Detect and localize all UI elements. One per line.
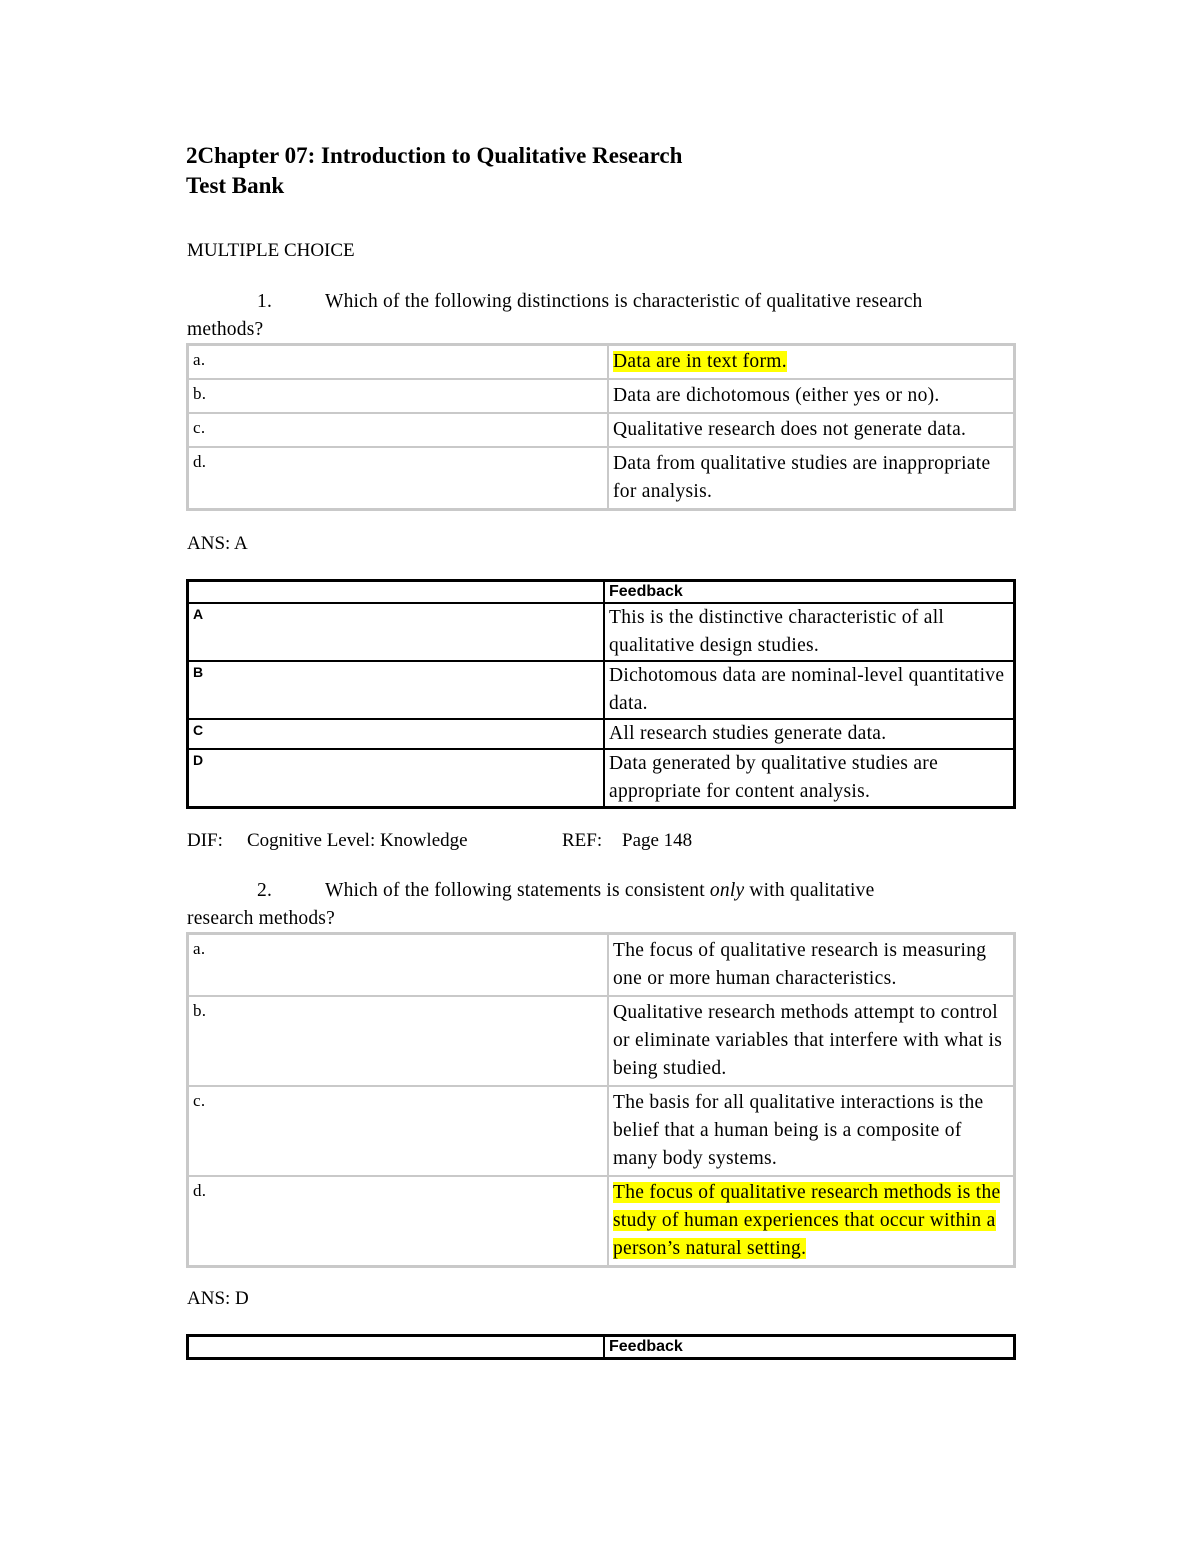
option-letter: b.: [188, 379, 609, 413]
feedback-text: Dichotomous data are nominal-level quantitative data.: [604, 661, 1015, 719]
feedback-text: All research studies generate data.: [604, 719, 1015, 749]
feedback-text: Data generated by qualitative studies are appropriate for content analysis.: [604, 749, 1015, 808]
feedback-letter: D: [188, 749, 605, 808]
option-letter: b.: [188, 996, 609, 1086]
option-row: [188, 413, 1015, 447]
question-emphasis: only: [709, 880, 745, 901]
feedback-header-row: [188, 581, 1015, 604]
answer-key: ANS: A: [187, 533, 248, 554]
reference-value: Page 148: [622, 830, 693, 851]
feedback-header: Feedback: [604, 581, 1015, 604]
test-bank-label: Test Bank: [186, 173, 285, 198]
highlighted-answer: Data are in text form.: [613, 351, 787, 372]
answer-key: ANS: D: [187, 1288, 249, 1309]
feedback-letter: A: [188, 603, 605, 661]
question-text: Which of the following distinctions is characteristic of qualitative research: [325, 291, 923, 312]
option-letter: c.: [188, 1086, 609, 1176]
question-text-continued: research methods?: [187, 908, 335, 929]
option-text: Qualitative research methods attempt to control or eliminate variables that interfere with what is being studied.: [608, 996, 1015, 1086]
document-title: [186, 141, 682, 201]
chapter-title: 2Chapter 07: Introduction to Qualitative Research: [186, 143, 683, 168]
option-text: Data from qualitative studies are inappropriate for analysis.: [608, 447, 1015, 510]
option-row: [188, 1086, 1015, 1176]
feedback-row: [188, 719, 1015, 749]
reference-label: REF:: [562, 830, 603, 851]
question-1-options: [186, 343, 1016, 511]
question-2-options: [186, 932, 1016, 1268]
difficulty-label: DIF:: [187, 830, 223, 851]
question-2-stem: [187, 877, 1017, 933]
question-number: 2.: [257, 880, 273, 901]
option-row: [188, 996, 1015, 1086]
option-text: Data are dichotomous (either yes or no).: [608, 379, 1015, 413]
feedback-header: Feedback: [604, 1336, 1015, 1359]
difficulty-value: Cognitive Level: Knowledge: [247, 830, 468, 851]
option-letter: d.: [188, 447, 609, 510]
question-text-start: Which of the following statements is consistent: [325, 880, 710, 901]
option-row: [188, 1176, 1015, 1267]
feedback-letter: C: [188, 719, 605, 749]
question-2-feedback: [186, 1334, 1016, 1360]
option-text: Qualitative research does not generate data.: [608, 413, 1015, 447]
feedback-row: [188, 749, 1015, 808]
option-letter: a.: [188, 934, 609, 997]
question-1-stem: [187, 288, 1017, 344]
feedback-header-blank: [188, 1336, 605, 1359]
feedback-header-blank: [188, 581, 605, 604]
highlighted-answer: The focus of qualitative research methods is the study of human experiences that occur within a person’s natural setting.: [613, 1182, 1001, 1259]
option-letter: d.: [188, 1176, 609, 1267]
question-text-end: with qualitative: [744, 880, 875, 901]
option-text: [608, 1176, 1015, 1267]
feedback-letter: B: [188, 661, 605, 719]
option-row: [188, 379, 1015, 413]
option-letter: c.: [188, 413, 609, 447]
option-letter: a.: [188, 345, 609, 380]
option-row: [188, 345, 1015, 380]
option-text: The focus of qualitative research is measuring one or more human characteristics.: [608, 934, 1015, 997]
feedback-text: This is the distinctive characteristic of all qualitative design studies.: [604, 603, 1015, 661]
option-text: [608, 345, 1015, 380]
question-text-continued: methods?: [187, 319, 264, 340]
question-1-feedback: [186, 579, 1016, 809]
question-number: 1.: [257, 291, 273, 312]
option-row: [188, 447, 1015, 510]
section-heading: MULTIPLE CHOICE: [187, 240, 355, 261]
feedback-row: [188, 661, 1015, 719]
question-text: [187, 877, 1017, 905]
option-text: The basis for all qualitative interactions is the belief that a human being is a composite of many body systems.: [608, 1086, 1015, 1176]
feedback-header-row: [188, 1336, 1015, 1359]
feedback-row: [188, 603, 1015, 661]
option-row: [188, 934, 1015, 997]
